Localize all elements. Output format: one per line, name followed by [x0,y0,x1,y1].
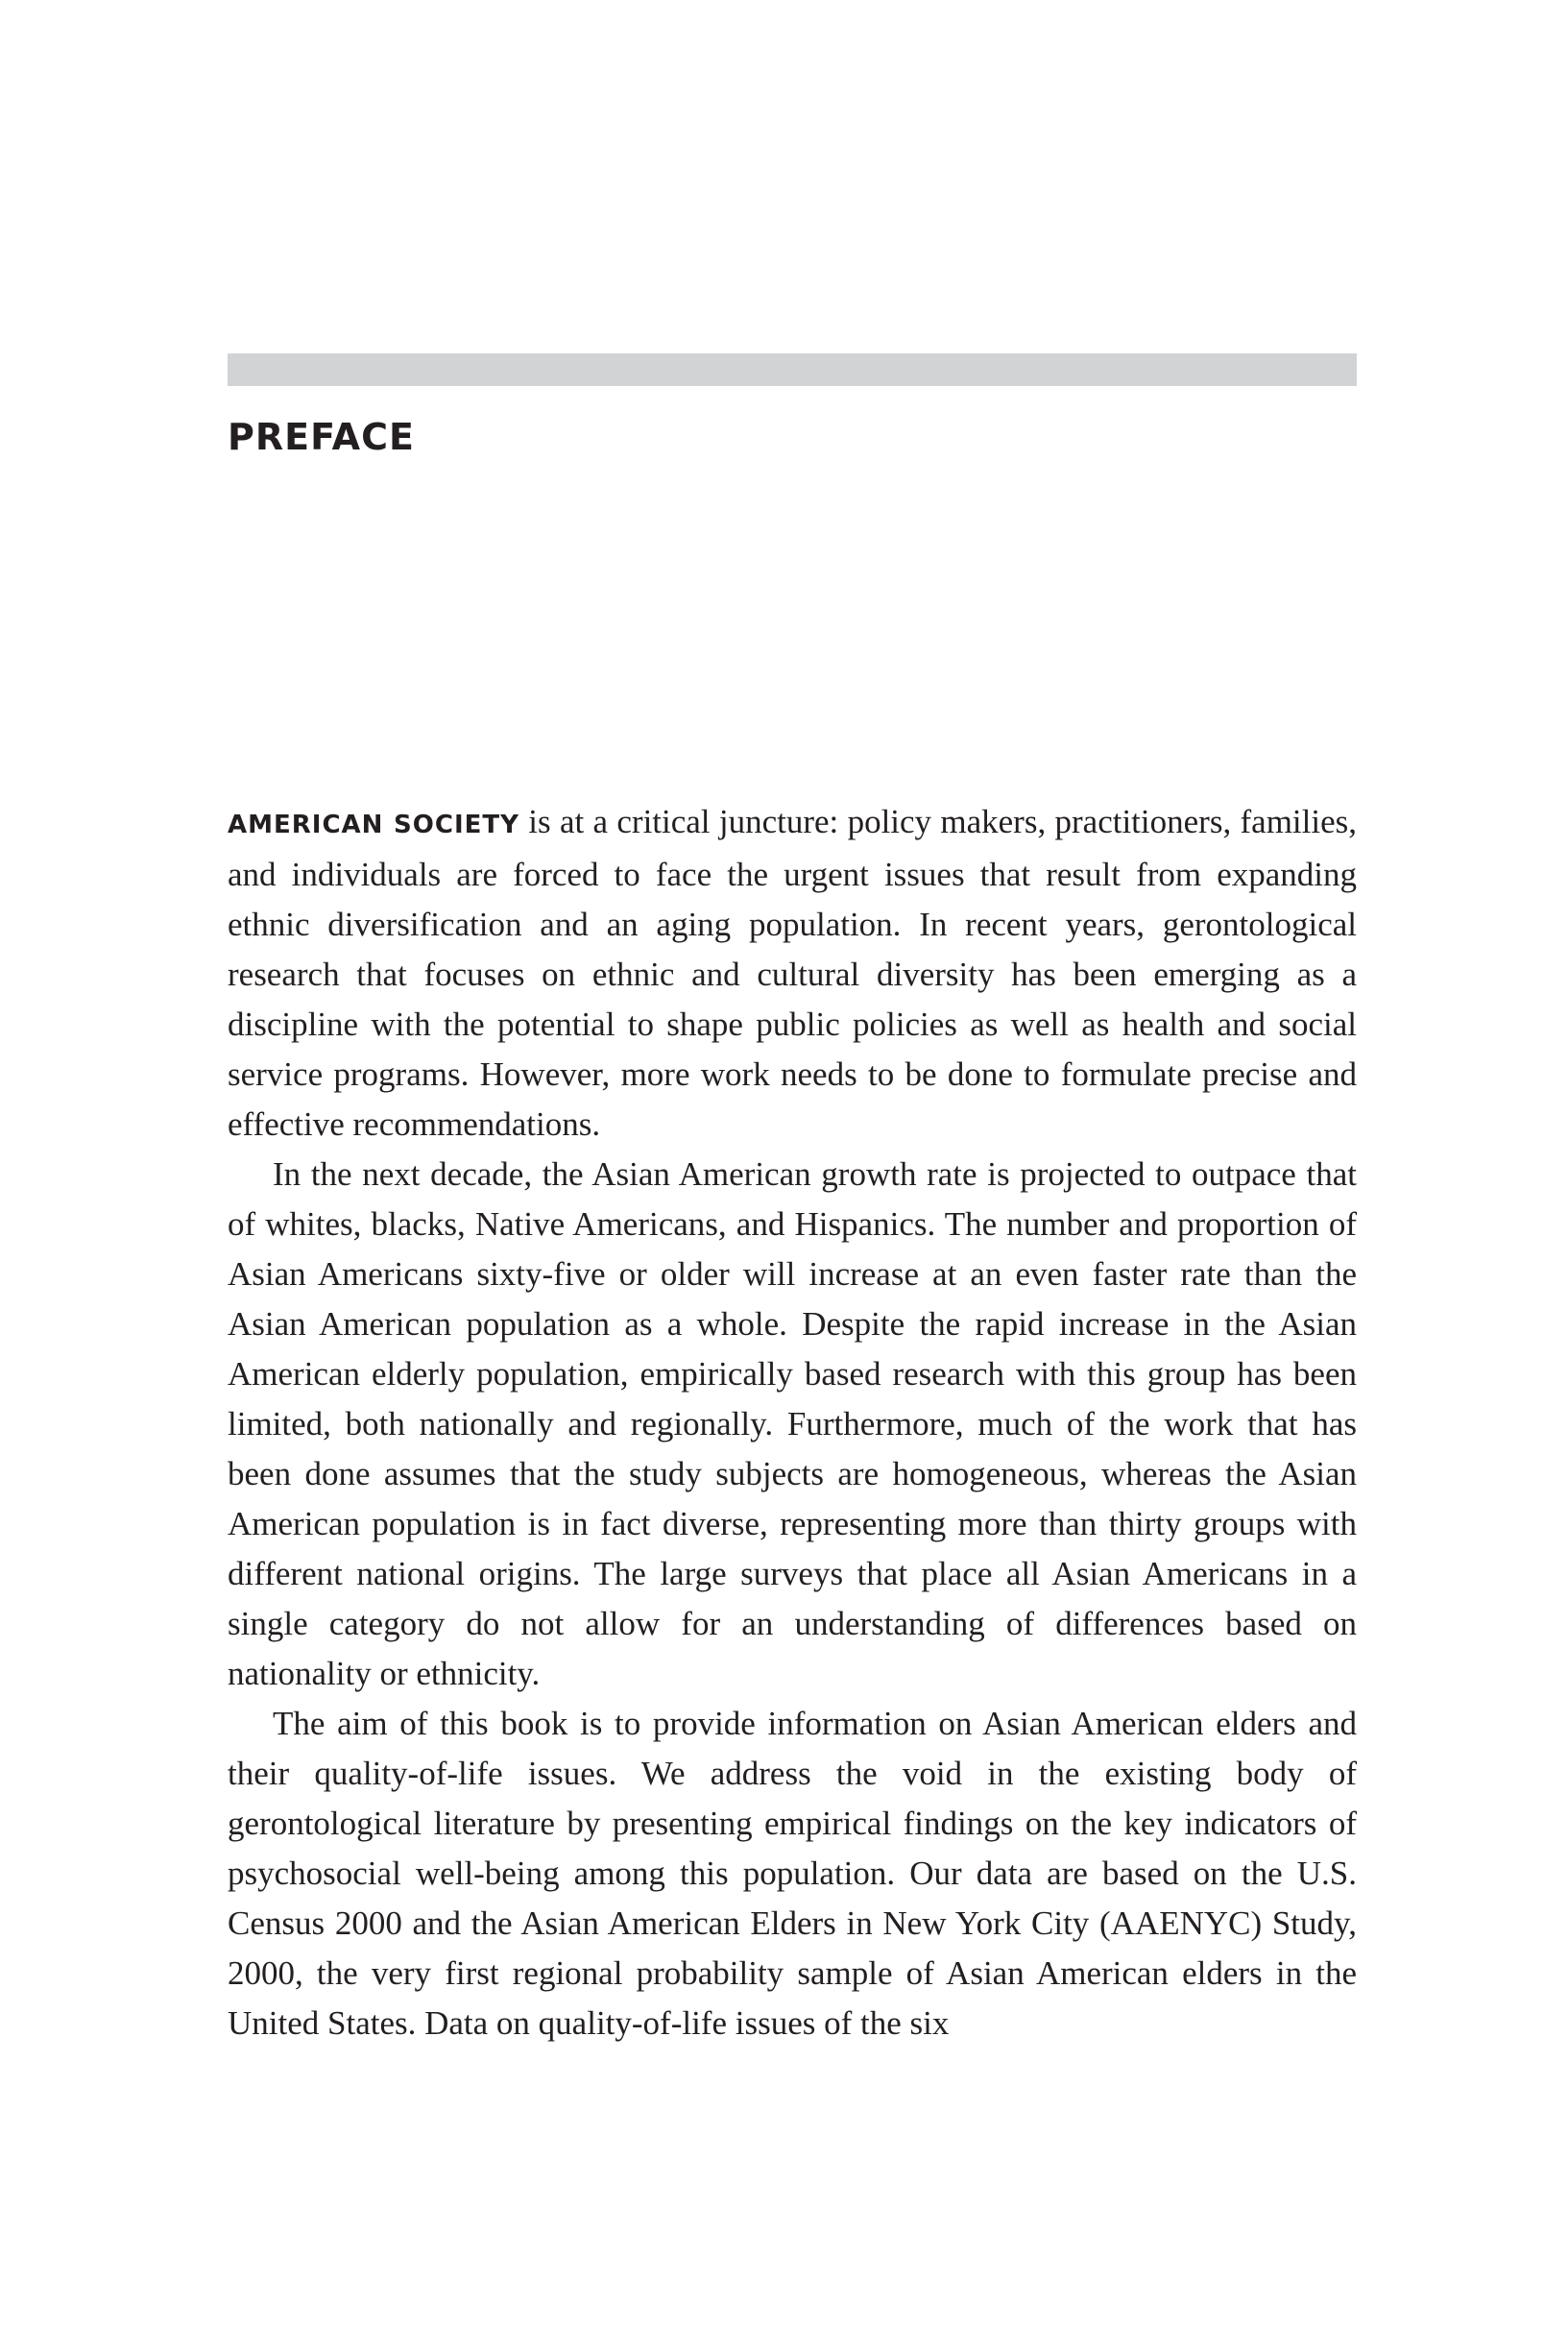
paragraph-1 [228,797,1357,1150]
chapter-title: PREFACE [228,416,415,458]
paragraph-3: The aim of this book is to provide information on Asian American elders and their quality-of-life issues. We address the void in the existing body of gerontological literature by presenting empirical findings on the key indicators of psychosocial well-being among this population. Our data are based on the U.S. Census 2000 and the Asian American Elders in New York City (AAENYC) Study, 2000, the very first regional probability sample of Asian American elders in the United States. Data on quality-of-life issues of the six [228,1705,1357,2042]
paragraph-2: In the next decade, the Asian American growth rate is projected to outpace that of whites, blacks, Native Americans, and Hispanics. The number and proportion of Asian Americans sixty-five or older will increase at an even faster rate than the Asian American population as a whole. Despite the rapid increase in the Asian American elderly population, empirically based research with this group has been limited, both nationally and regionally. Furthermore, much of the work that has been done assumes that the study subjects are homogeneous, whereas the Asian American population is in fact diverse, representing more than thirty groups with different national origins. The large surveys that place all Asian Americans in a single category do not allow for an understanding of differences based on nationality or ethnicity. [228,1155,1357,1692]
paragraph-1-text: is at a critical juncture: policy makers, practitioners, families, and individuals are forced to face the urgent issues that result from expanding ethnic diversification and an aging population. In recent years, gerontological research that focuses on ethnic and cultural diversity has been emerging as a discipline with the potential to shape public policies as well as health and social service programs. However, more work needs to be done to formulate precise and effective recommendations. [228,803,1358,1143]
chapter-header-rule [228,353,1357,386]
lead-in-small-caps: AMERICAN SOCIETY [228,811,519,839]
preface-body [228,797,1357,2049]
